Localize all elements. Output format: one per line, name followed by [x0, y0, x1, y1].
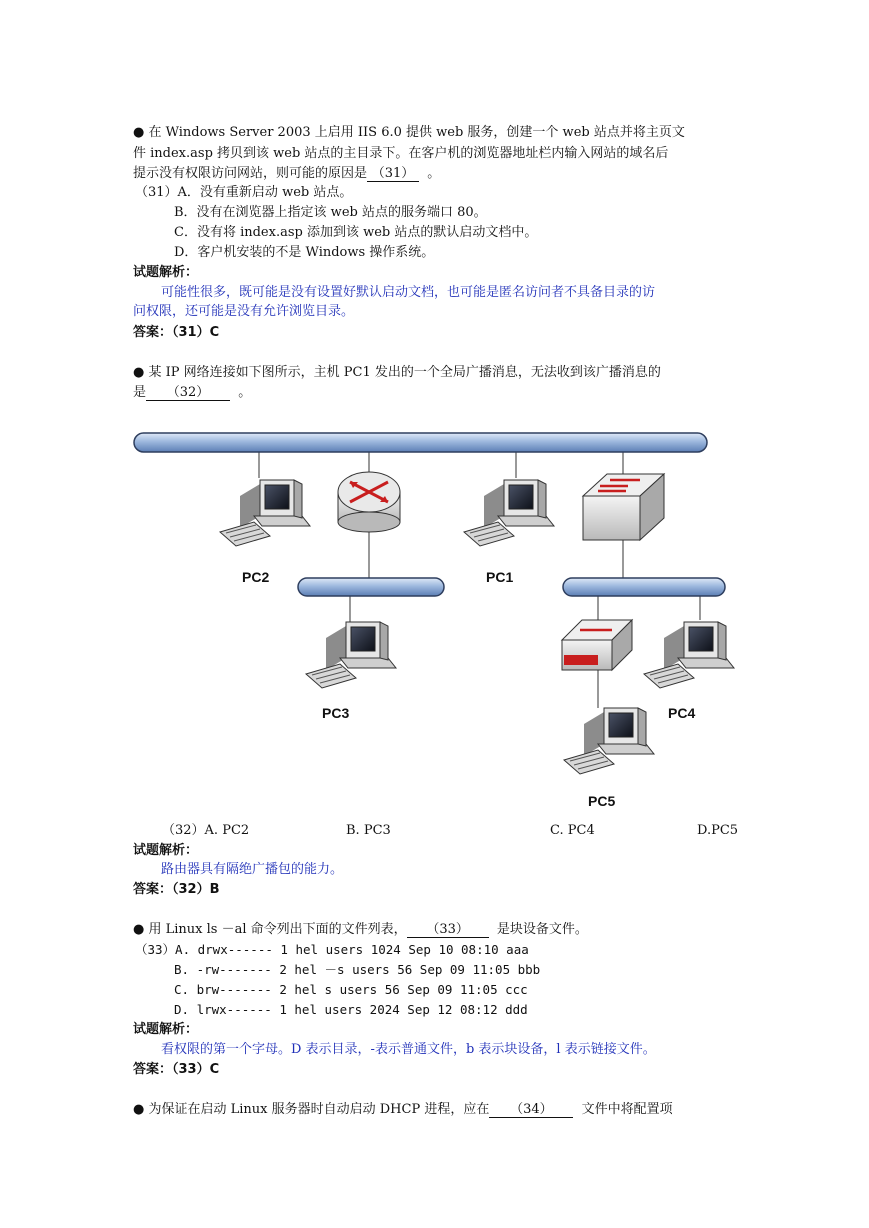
bullet-icon: ● — [133, 1102, 145, 1117]
q32-analysis-label: 试题解析： — [133, 843, 199, 858]
q32-answer: 答案：（32）B — [133, 882, 220, 897]
label-pc5: PC5 — [588, 793, 616, 809]
pc1-icon — [464, 480, 554, 546]
q33-blank: （33） — [407, 923, 489, 938]
q31-stem-line-1: ● 在 Windows Server 2003 上启用 IIS 6.0 提供 web 服务，创建一个 web 站点并将主页文 — [133, 125, 685, 140]
q33-analysis-line-1: 看权限的第一个字母。D 表示目录，-表示普通文件，b 表示块设备，l 表示链接文件。 — [161, 1042, 656, 1057]
q33-option-c: C. brw------- 2 hel s users 56 Sep 09 11:05 ccc — [174, 982, 528, 997]
q32-blank: （32） — [146, 386, 230, 401]
pc4-icon — [644, 622, 734, 688]
bullet-icon: ● — [133, 365, 145, 380]
q33-option-a: （33）A. drwx------ 1 hel users 1024 Sep 10 08:10 aaa — [135, 942, 529, 957]
q33-analysis-label: 试题解析： — [133, 1022, 199, 1037]
label-pc2: PC2 — [242, 569, 270, 585]
q32-option-b: B. PC3 — [346, 823, 391, 838]
bullet-icon: ● — [133, 922, 145, 937]
q32-option-c: C. PC4 — [550, 823, 595, 838]
q31-answer: 答案：（31）C — [133, 325, 220, 340]
q31-stem-line-2: 件 index.asp 拷贝到该 web 站点的主目录下。在客户机的浏览器地址栏内输入网站的域名后 — [133, 146, 669, 161]
bridge-icon — [562, 620, 632, 670]
subnet-bus-left — [298, 578, 444, 596]
label-pc4: PC4 — [668, 705, 696, 721]
q32-option-d: D.PC5 — [697, 823, 739, 838]
subnet-bus-right — [563, 578, 725, 596]
bullet-icon: ● — [133, 125, 145, 140]
pc2-icon — [220, 480, 310, 546]
q31-option-d: D．客户机安装的不是 Windows 操作系统。 — [174, 245, 435, 260]
main-bus — [134, 433, 707, 452]
pc3-icon — [306, 622, 396, 688]
q31-option-c: C．没有将 index.asp 添加到该 web 站点的默认启动文档中。 — [174, 225, 538, 240]
q31-analysis-label: 试题解析： — [133, 265, 199, 280]
label-pc1: PC1 — [486, 569, 514, 585]
q31-blank: （31） — [367, 167, 419, 182]
q32-stem-line-2: 是 （32） 。 — [133, 385, 252, 400]
q33-option-b: B. -rw------- 2 hel －s users 56 Sep 09 11:05 bbb — [174, 962, 541, 977]
q34-stem: ● 为保证在启动 Linux 服务器时自动启动 DHCP 进程，应在 （34） 文件中将配置项 — [133, 1102, 673, 1117]
q33-stem: ● 用 Linux ls －al 命令列出下面的文件列表， （33） 是块设备文件。 — [133, 922, 588, 937]
switch-icon — [583, 474, 664, 540]
q31-option-a: （31）A．没有重新启动 web 站点。 — [135, 185, 353, 200]
q33-option-d: D. lrwx------ 1 hel users 2024 Sep 12 08:12 ddd — [174, 1002, 528, 1017]
q32-analysis-line-1: 路由器具有隔绝广播包的能力。 — [161, 862, 344, 877]
network-diagram — [0, 420, 869, 820]
pc5-icon — [564, 708, 654, 774]
label-pc3: PC3 — [322, 705, 350, 721]
router-icon — [338, 472, 400, 532]
q31-analysis-line-2: 问权限，还可能是没有允许浏览目录。 — [133, 304, 355, 319]
q32-option-a: （32）A. PC2 — [162, 823, 250, 838]
q31-stem-line-3: 提示没有权限访问网站，则可能的原因是 （31） 。 — [133, 166, 441, 181]
q33-answer: 答案：（33）C — [133, 1062, 220, 1077]
q34-blank: （34） — [489, 1103, 573, 1118]
q31-analysis-line-1: 可能性很多，既可能是没有设置好默认启动文档，也可能是匿名访问者不具备目录的访 — [161, 285, 656, 300]
q31-option-b: B．没有在浏览器上指定该 web 站点的服务端口 80。 — [174, 205, 487, 220]
q32-stem-line-1: ● 某 IP 网络连接如下图所示，主机 PC1 发出的一个全局广播消息，无法收到该广播消息的 — [133, 365, 661, 380]
